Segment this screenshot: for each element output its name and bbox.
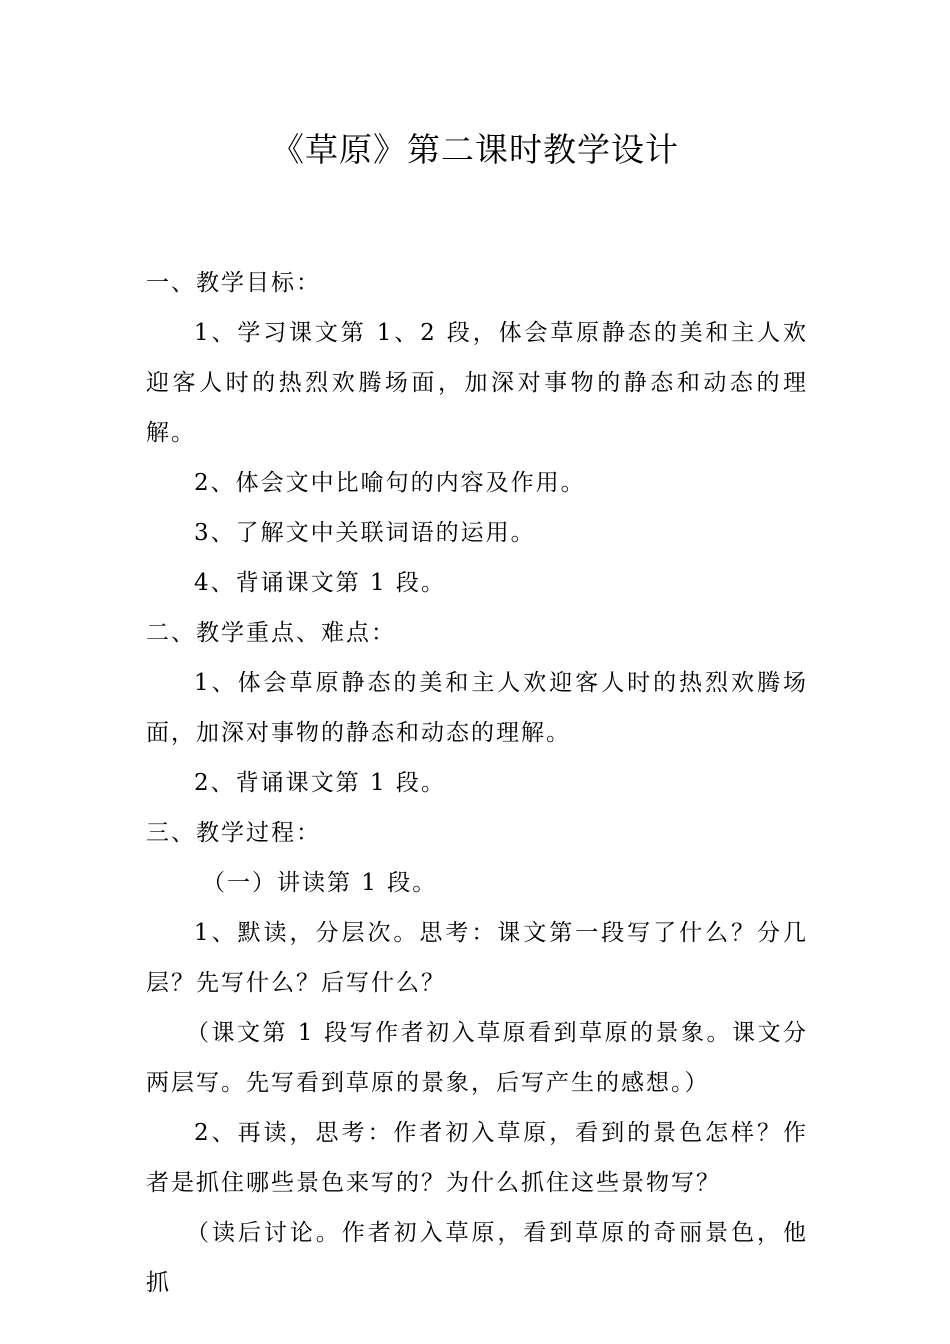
objective-item-1: 1、学习课文第 1、2 段，体会草原静态的美和主人欢迎客人时的热烈欢腾场面，加深对事物的静态和动态的理解。 bbox=[146, 320, 808, 446]
section-heading-key-points: 二、教学重点、难点： bbox=[146, 620, 396, 646]
process-subheading: （一）讲读第 1 段。 bbox=[202, 870, 438, 896]
section-heading-process: 三、教学过程： bbox=[146, 820, 321, 846]
document-title: 《草原》第二课时教学设计 bbox=[271, 130, 679, 169]
section-heading-objectives: 一、教学目标： bbox=[146, 270, 321, 296]
key-point-item-1: 1、体会草原静态的美和主人欢迎客人时的热烈欢腾场面，加深对事物的静态和动态的理解。 bbox=[146, 670, 808, 746]
process-answer-1: （课文第 1 段写作者初入草原看到草原的景象。课文分两层写。先写看到草原的景象，后写产生的感想。） bbox=[146, 1020, 808, 1096]
objective-item-3: 3、了解文中关联词语的运用。 bbox=[194, 520, 536, 546]
process-step-1: 1、默读，分层次。思考：课文第一段写了什么？分几层？先写什么？后写什么？ bbox=[146, 920, 808, 996]
objective-item-2: 2、体会文中比喻句的内容及作用。 bbox=[194, 470, 586, 496]
objective-item-4: 4、背诵课文第 1 段。 bbox=[194, 570, 446, 596]
document-body bbox=[146, 258, 808, 1308]
process-step-2: 2、再读，思考：作者初入草原，看到的景色怎样？作者是抓住哪些景色来写的？为什么抓住这些景物写？ bbox=[146, 1120, 808, 1196]
key-point-item-2: 2、背诵课文第 1 段。 bbox=[194, 770, 446, 796]
process-answer-2: （读后讨论。作者初入草原，看到草原的奇丽景色，他抓 bbox=[146, 1220, 808, 1296]
